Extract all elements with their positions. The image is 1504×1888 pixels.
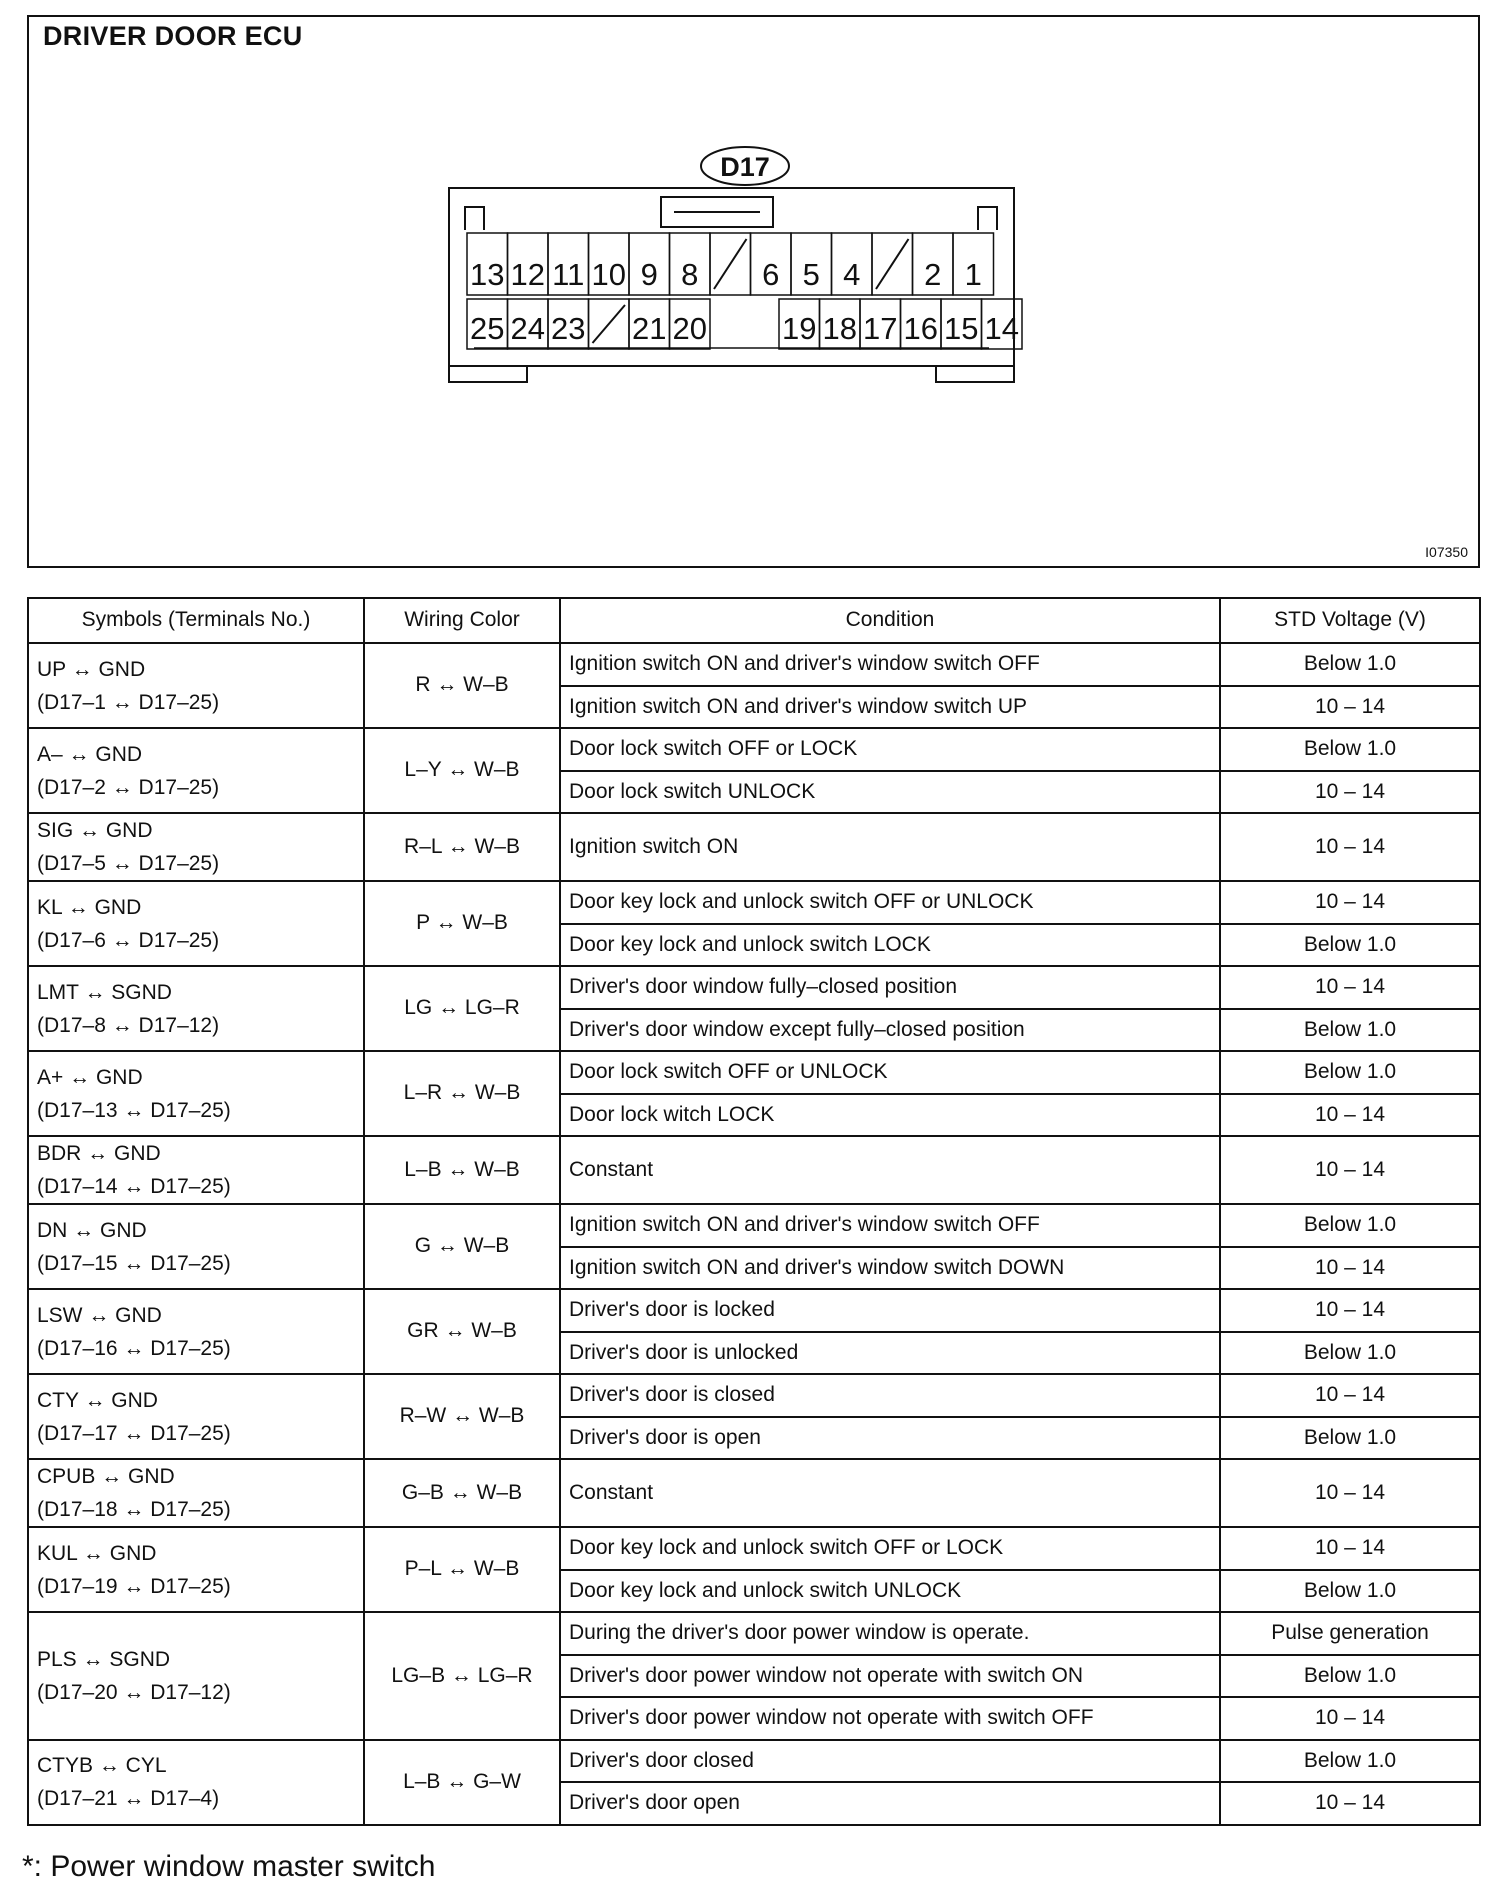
terminal-symbol: KUL ↔ GND <box>37 1541 157 1565</box>
table-row <box>28 643 1480 686</box>
condition: Ignition switch ON and driver's window switch DOWN <box>560 1247 1220 1290</box>
connector-label: D17 <box>720 152 770 182</box>
condition: Driver's door is unlocked <box>560 1332 1220 1375</box>
wiring-color: R–L ↔ W–B <box>364 813 560 881</box>
terminal-symbol-cell <box>28 643 364 728</box>
wiring-color: L–B ↔ G–W <box>364 1740 560 1825</box>
std-voltage: 10 – 14 <box>1220 1527 1480 1570</box>
std-voltage: Below 1.0 <box>1220 1051 1480 1094</box>
terminal-numbers: (D17–13 ↔ D17–25) <box>37 1098 231 1122</box>
top-pin-row <box>467 233 994 295</box>
pin-number: 24 <box>510 311 545 346</box>
std-voltage: 10 – 14 <box>1220 813 1480 881</box>
terminal-numbers: (D17–15 ↔ D17–25) <box>37 1251 231 1275</box>
condition: During the driver's door power window is operate. <box>560 1612 1220 1655</box>
std-voltage: Below 1.0 <box>1220 1204 1480 1247</box>
terminal-symbol-cell <box>28 966 364 1051</box>
terminal-symbol-cell <box>28 1527 364 1612</box>
pin-number: 18 <box>822 311 857 346</box>
std-voltage: 10 – 14 <box>1220 1374 1480 1417</box>
condition: Driver's door power window not operate with switch ON <box>560 1655 1220 1698</box>
terminal-numbers: (D17–20 ↔ D17–12) <box>37 1680 231 1704</box>
terminal-symbol-cell <box>28 1289 364 1374</box>
condition: Door key lock and unlock switch LOCK <box>560 924 1220 967</box>
pin-number: 15 <box>944 311 979 346</box>
terminal-numbers: (D17–8 ↔ D17–12) <box>37 1013 220 1037</box>
pin-number: 17 <box>863 311 898 346</box>
table-row <box>28 1459 1480 1527</box>
std-voltage: 10 – 14 <box>1220 1289 1480 1332</box>
std-voltage: Below 1.0 <box>1220 1009 1480 1052</box>
std-voltage: Below 1.0 <box>1220 1655 1480 1698</box>
wiring-color: G ↔ W–B <box>364 1204 560 1289</box>
wiring-color: LG ↔ LG–R <box>364 966 560 1051</box>
pin-number: 21 <box>632 311 667 346</box>
pin-number: 23 <box>551 311 586 346</box>
condition: Driver's door is open <box>560 1417 1220 1460</box>
std-voltage: Below 1.0 <box>1220 1570 1480 1613</box>
terminal-numbers: (D17–14 ↔ D17–25) <box>37 1175 231 1198</box>
std-voltage: 10 – 14 <box>1220 1459 1480 1527</box>
condition: Driver's door power window not operate with switch OFF <box>560 1697 1220 1740</box>
pin-number: 11 <box>552 257 585 292</box>
table-row <box>28 813 1480 881</box>
wiring-color: L–R ↔ W–B <box>364 1051 560 1136</box>
condition: Door lock switch UNLOCK <box>560 771 1220 814</box>
condition: Door key lock and unlock switch OFF or LOCK <box>560 1527 1220 1570</box>
wiring-color: L–Y ↔ W–B <box>364 728 560 813</box>
terminal-numbers: (D17–19 ↔ D17–25) <box>37 1574 231 1598</box>
terminal-symbol: A+ ↔ GND <box>37 1065 143 1089</box>
terminal-numbers: (D17–17 ↔ D17–25) <box>37 1421 231 1445</box>
table-row <box>28 1289 1480 1332</box>
std-voltage: Below 1.0 <box>1220 924 1480 967</box>
diagram-title: DRIVER DOOR ECU <box>43 21 303 51</box>
condition: Driver's door open <box>560 1782 1220 1825</box>
pin-number: 13 <box>470 257 505 292</box>
table-row <box>28 1527 1480 1570</box>
condition: Door key lock and unlock switch UNLOCK <box>560 1570 1220 1613</box>
terminal-symbol: BDR ↔ GND <box>37 1142 161 1165</box>
terminal-symbol: LMT ↔ SGND <box>37 980 172 1004</box>
pin-number: 5 <box>802 257 820 292</box>
terminal-symbol-cell <box>28 813 364 881</box>
terminal-symbol-cell <box>28 1204 364 1289</box>
condition: Constant <box>560 1136 1220 1204</box>
header-condition: Condition <box>560 598 1220 643</box>
bottom-pin-row <box>467 299 1022 349</box>
terminal-symbol: UP ↔ GND <box>37 657 146 681</box>
terminal-numbers: (D17–21 ↔ D17–4) <box>37 1787 220 1810</box>
wiring-color: LG–B ↔ LG–R <box>364 1612 560 1740</box>
terminal-numbers: (D17–2 ↔ D17–25) <box>37 775 220 799</box>
wiring-color: P–L ↔ W–B <box>364 1527 560 1612</box>
pin-number: 12 <box>510 257 545 292</box>
condition: Driver's door window except fully–closed position <box>560 1009 1220 1052</box>
pin-number: 2 <box>924 257 942 292</box>
terminal-numbers: (D17–6 ↔ D17–25) <box>37 928 220 952</box>
std-voltage: Pulse generation <box>1220 1612 1480 1655</box>
condition: Door lock switch OFF or UNLOCK <box>560 1051 1220 1094</box>
unused-pin-slash <box>714 239 747 289</box>
condition: Ignition switch ON and driver's window switch UP <box>560 686 1220 729</box>
std-voltage: 10 – 14 <box>1220 686 1480 729</box>
wiring-color: GR ↔ W–B <box>364 1289 560 1374</box>
terminal-symbol-cell <box>28 1374 364 1459</box>
wiring-color: G–B ↔ W–B <box>364 1459 560 1527</box>
pin-number: 9 <box>640 257 658 292</box>
terminal-symbol-cell <box>28 728 364 813</box>
header-symbols: Symbols (Terminals No.) <box>28 598 364 643</box>
terminal-numbers: (D17–1 ↔ D17–25) <box>37 690 220 714</box>
terminal-symbol-cell <box>28 1136 364 1204</box>
pin-number: 20 <box>672 311 707 346</box>
table-row <box>28 728 1480 771</box>
pin-number: 25 <box>470 311 505 346</box>
header-wiring-color: Wiring Color <box>364 598 560 643</box>
std-voltage: 10 – 14 <box>1220 1094 1480 1137</box>
condition: Ignition switch ON <box>560 813 1220 881</box>
terminal-symbol-cell <box>28 1612 364 1740</box>
std-voltage: 10 – 14 <box>1220 1136 1480 1204</box>
terminal-symbol: DN ↔ GND <box>37 1218 147 1242</box>
terminal-symbol-cell <box>28 881 364 966</box>
table-row <box>28 966 1480 1009</box>
terminal-spec-table <box>27 597 1481 1826</box>
terminal-symbol: PLS ↔ SGND <box>37 1647 171 1671</box>
std-voltage: 10 – 14 <box>1220 1697 1480 1740</box>
table-body <box>28 643 1480 1825</box>
std-voltage: Below 1.0 <box>1220 728 1480 771</box>
pin-number: 14 <box>984 311 1019 346</box>
terminal-symbol: KL ↔ GND <box>37 895 142 919</box>
terminal-symbol: A– ↔ GND <box>37 742 143 766</box>
wiring-color: L–B ↔ W–B <box>364 1136 560 1204</box>
table-row <box>28 1051 1480 1094</box>
condition: Ignition switch ON and driver's window switch OFF <box>560 1204 1220 1247</box>
terminal-symbol-cell <box>28 1740 364 1825</box>
condition: Driver's door is closed <box>560 1374 1220 1417</box>
std-voltage: Below 1.0 <box>1220 643 1480 686</box>
std-voltage: Below 1.0 <box>1220 1740 1480 1783</box>
pin-number: 6 <box>762 257 780 292</box>
terminal-symbol: SIG ↔ GND <box>37 819 153 842</box>
pin-number: 16 <box>903 311 938 346</box>
table-row <box>28 1374 1480 1417</box>
wiring-color: P ↔ W–B <box>364 881 560 966</box>
pin-number: 19 <box>782 311 817 346</box>
table-row <box>28 881 1480 924</box>
header-std-voltage: STD Voltage (V) <box>1220 598 1480 643</box>
condition: Driver's door window fully–closed position <box>560 966 1220 1009</box>
pin-number: 8 <box>681 257 699 292</box>
condition: Ignition switch ON and driver's window switch OFF <box>560 643 1220 686</box>
terminal-numbers: (D17–18 ↔ D17–25) <box>37 1498 231 1521</box>
table-row <box>28 1740 1480 1783</box>
std-voltage: 10 – 14 <box>1220 881 1480 924</box>
condition: Driver's door is locked <box>560 1289 1220 1332</box>
condition: Door lock switch OFF or LOCK <box>560 728 1220 771</box>
table-row <box>28 1204 1480 1247</box>
condition: Door key lock and unlock switch OFF or UNLOCK <box>560 881 1220 924</box>
terminal-symbol: CTY ↔ GND <box>37 1388 158 1412</box>
std-voltage: 10 – 14 <box>1220 771 1480 814</box>
terminal-symbol: LSW ↔ GND <box>37 1303 162 1327</box>
condition: Constant <box>560 1459 1220 1527</box>
figure-id: I07350 <box>1425 544 1468 560</box>
std-voltage: 10 – 14 <box>1220 966 1480 1009</box>
terminal-symbol-cell <box>28 1051 364 1136</box>
condition: Driver's door closed <box>560 1740 1220 1783</box>
pin-number: 1 <box>964 257 982 292</box>
terminal-numbers: (D17–16 ↔ D17–25) <box>37 1336 231 1360</box>
wiring-color: R–W ↔ W–B <box>364 1374 560 1459</box>
pin-number: 4 <box>843 257 861 292</box>
table-header-row <box>28 598 1480 643</box>
terminal-symbol: CTYB ↔ CYL <box>37 1754 167 1777</box>
table-row <box>28 1612 1480 1655</box>
connector-diagram <box>27 15 1480 568</box>
pin-number: 10 <box>591 257 626 292</box>
condition: Door lock witch LOCK <box>560 1094 1220 1137</box>
std-voltage: Below 1.0 <box>1220 1332 1480 1375</box>
terminal-numbers: (D17–5 ↔ D17–25) <box>37 852 220 875</box>
table-row <box>28 1136 1480 1204</box>
std-voltage: Below 1.0 <box>1220 1417 1480 1460</box>
unused-pin-slash <box>876 239 909 289</box>
std-voltage: 10 – 14 <box>1220 1247 1480 1290</box>
terminal-symbol: CPUB ↔ GND <box>37 1465 175 1488</box>
connector-d17-drawing <box>29 17 1478 566</box>
terminal-symbol-cell <box>28 1459 364 1527</box>
unused-pin-slash <box>593 305 626 343</box>
wiring-color: R ↔ W–B <box>364 643 560 728</box>
footnote: *: Power window master switch <box>22 1850 436 1883</box>
std-voltage: 10 – 14 <box>1220 1782 1480 1825</box>
